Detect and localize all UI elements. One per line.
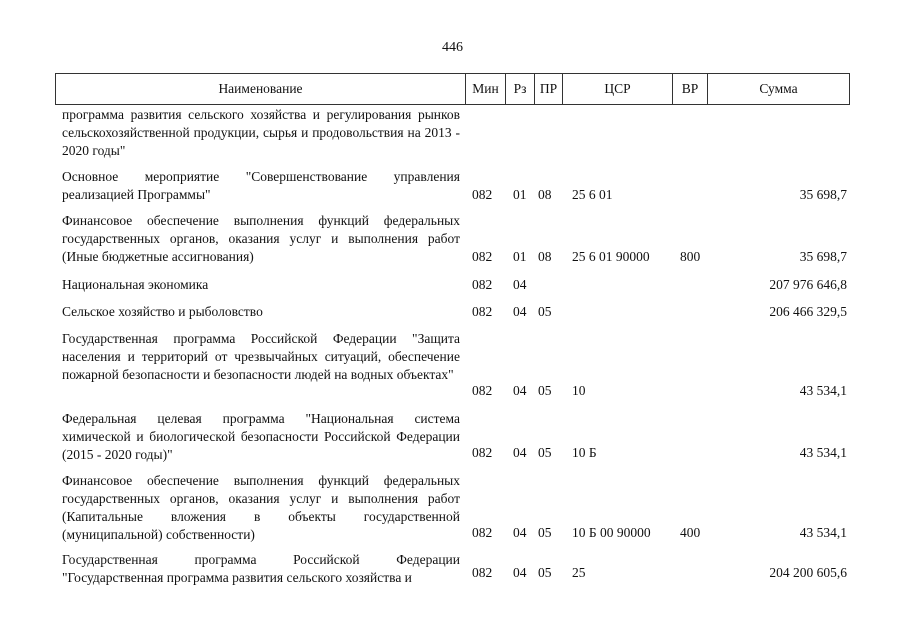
row-pr: 05 bbox=[538, 445, 552, 460]
row-min: 082 bbox=[472, 445, 493, 460]
row-name: Финансовое обеспечение выполнения функций федеральных государственных органов, оказания услуг и выполнения работ (Иные бюджетные ассигнования) bbox=[62, 213, 460, 264]
row-pr: 08 bbox=[538, 249, 552, 264]
row-name: программа развития сельского хозяйства и регулирования рынков сельскохозяйственной продукции, сырья и продовольствия на 2013 - 2020 годы" bbox=[62, 107, 460, 158]
row-csr: 10 Б bbox=[572, 445, 597, 460]
row-min: 082 bbox=[472, 565, 493, 580]
row-name: Финансовое обеспечение выполнения функций федеральных государственных органов, оказания услуг и выполнения работ (Капитальные вложения в объекты государственной (муниципальной) собственности) bbox=[62, 473, 460, 542]
row-name: Федеральная целевая программа "Национальная система химической и биологической безопасности Российской Федерации (2015 - 2020 годы)" bbox=[62, 411, 460, 462]
row-rz: 04 bbox=[513, 525, 527, 540]
row-csr: 10 bbox=[572, 383, 586, 398]
row-vr: 800 bbox=[680, 249, 701, 264]
page-number: 446 bbox=[442, 40, 463, 55]
row-sum: 206 466 329,5 bbox=[769, 304, 847, 319]
row-pr: 08 bbox=[538, 187, 552, 202]
row-rz: 04 bbox=[513, 277, 527, 292]
row-sum: 43 534,1 bbox=[799, 525, 847, 540]
row-sum: 204 200 605,6 bbox=[769, 565, 847, 580]
row-name: Государственная программа Российской Федерации "Государственная программа развития сельского хозяйства и bbox=[62, 552, 460, 585]
row-min: 082 bbox=[472, 187, 493, 202]
header-rz: Рз bbox=[506, 74, 535, 104]
row-csr: 25 6 01 bbox=[572, 187, 613, 202]
row-rz: 04 bbox=[513, 565, 527, 580]
table-header bbox=[55, 73, 850, 105]
row-name: Национальная экономика bbox=[62, 277, 209, 292]
row-name: Государственная программа Российской Федерации "Защита населения и территорий от чрезвычайных ситуаций, обеспечение пожарной безопасности и безопасности людей на водных объектах" bbox=[62, 331, 460, 382]
header-min: Мин bbox=[466, 74, 506, 104]
header-csr: ЦСР bbox=[563, 74, 673, 104]
row-sum: 43 534,1 bbox=[799, 383, 847, 398]
header-name: Наименование bbox=[56, 74, 466, 104]
row-name: Основное мероприятие "Совершенствование управления реализацией Программы" bbox=[62, 169, 460, 202]
row-min: 082 bbox=[472, 249, 493, 264]
row-min: 082 bbox=[472, 277, 493, 292]
row-sum: 43 534,1 bbox=[799, 445, 847, 460]
row-sum: 35 698,7 bbox=[799, 187, 847, 202]
row-pr: 05 bbox=[538, 565, 552, 580]
row-name: Сельское хозяйство и рыболовство bbox=[62, 304, 263, 319]
row-rz: 01 bbox=[513, 249, 527, 264]
row-rz: 04 bbox=[513, 304, 527, 319]
row-sum: 207 976 646,8 bbox=[769, 277, 847, 292]
header-pr: ПР bbox=[535, 74, 563, 104]
header-vr: ВР bbox=[673, 74, 708, 104]
row-pr: 05 bbox=[538, 304, 552, 319]
row-csr: 25 6 01 90000 bbox=[572, 249, 650, 264]
row-vr: 400 bbox=[680, 525, 701, 540]
row-rz: 01 bbox=[513, 187, 527, 202]
row-csr: 25 bbox=[572, 565, 586, 580]
row-rz: 04 bbox=[513, 445, 527, 460]
row-pr: 05 bbox=[538, 383, 552, 398]
row-min: 082 bbox=[472, 525, 493, 540]
row-csr: 10 Б 00 90000 bbox=[572, 525, 651, 540]
row-min: 082 bbox=[472, 304, 493, 319]
row-min: 082 bbox=[472, 383, 493, 398]
header-sum: Сумма bbox=[759, 81, 798, 96]
row-sum: 35 698,7 bbox=[799, 249, 847, 264]
row-rz: 04 bbox=[513, 383, 527, 398]
row-pr: 05 bbox=[538, 525, 552, 540]
